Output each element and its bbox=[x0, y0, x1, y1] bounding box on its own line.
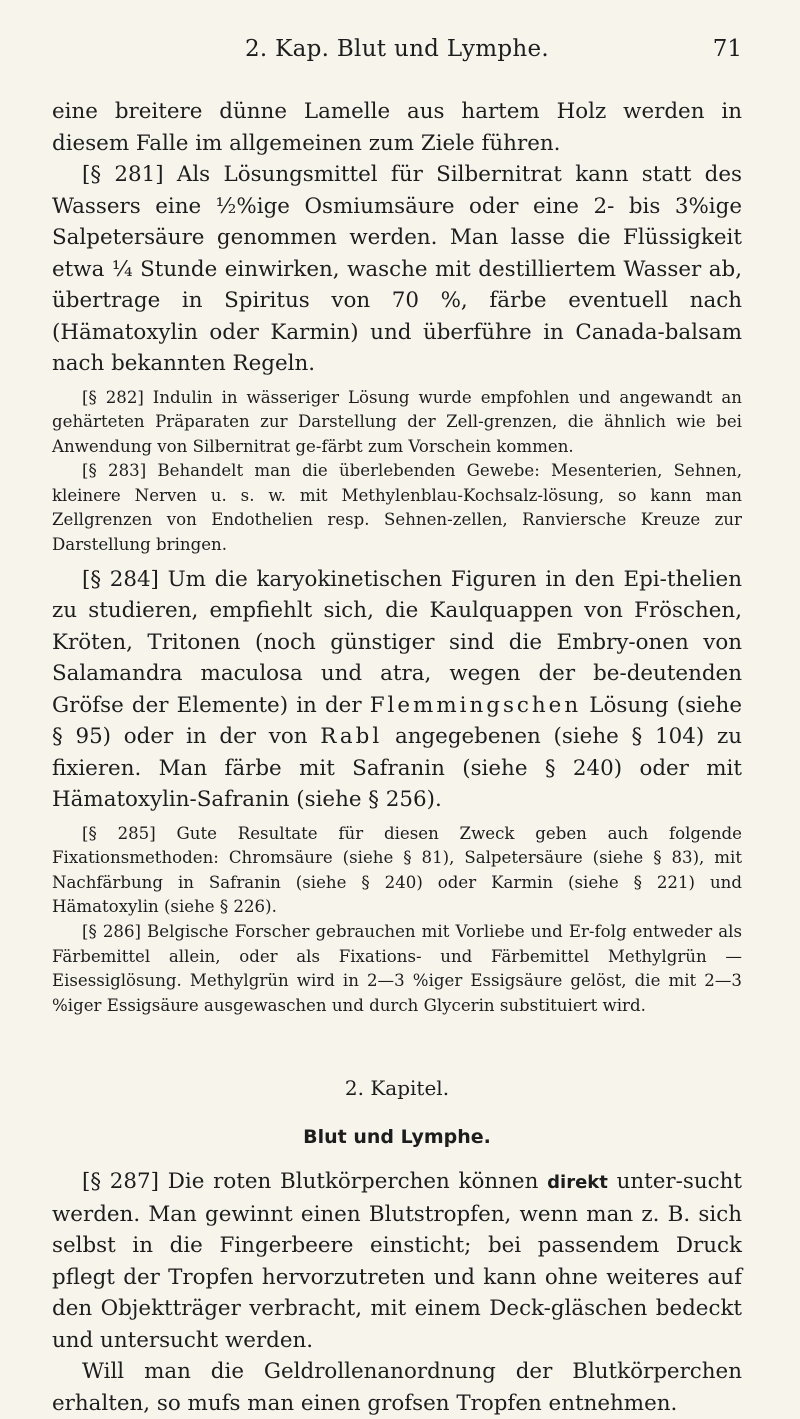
paragraph-287-part-b: unter-sucht werden. Man gewinnt einen Blutstropfen, wenn man z. B. sich selbst in die Fingerbeere einsticht; bei passendem Druck pflegt der Tropfen hervorzutreten und kann ohne weiteres auf den Objektträger verbracht, mit einem Deck-gläschen bedeckt und untersucht werden. bbox=[52, 1169, 742, 1353]
rabl-name: Rabl bbox=[320, 724, 383, 750]
paragraph-282: [§ 282] Indulin in wässeriger Lösung wurde empfohlen und angewandt an gehärteten Präparaten zur Darstellung der Zell-grenzen, die ähnlich wie bei Anwendung von Silbernitrat ge-färbt zum Vorschein kommen. bbox=[52, 387, 742, 456]
paragraph-284-part-b: Lösung (siehe § 95) oder in der von bbox=[52, 692, 742, 750]
paragraph-284-part-c: angegebenen (siehe § 104) zu fixieren. Man färbe mit Safranin (siehe § 240) oder mit Hämatoxylin-Safranin (siehe § 256). bbox=[52, 724, 742, 813]
direkt-emphasis: direkt bbox=[547, 1172, 608, 1194]
paragraph-287-part-a: [§ 287] Die roten Blutkörperchen können bbox=[82, 1169, 539, 1195]
flemming-name: Flemmingschen bbox=[369, 692, 582, 718]
running-head bbox=[52, 36, 742, 68]
chapter-title: Blut und Lymphe. bbox=[303, 1126, 491, 1149]
paragraph-288: Will man die Geldrollenanordnung der Blutkörperchen erhalten, so mufs man einen grofsen Tropfen entnehmen. bbox=[52, 1359, 742, 1416]
paragraph-286: [§ 286] Belgische Forscher gebrauchen mit Vorliebe und Er-folg entweder als Färbemittel allein, oder als Fixations- und Färbemittel Methylgrün — Eisessiglösung. Methylgrün wird in 2—3 %iger Essigsäure gelöst, die mit 2—3 %iger Essigsäure ausgewaschen und durch Glycerin substituiert wird. bbox=[52, 922, 742, 1015]
paragraph-284 bbox=[52, 564, 742, 816]
book-page bbox=[52, 36, 742, 1416]
page-number: 71 bbox=[712, 36, 742, 62]
paragraph-287 bbox=[52, 1166, 742, 1356]
paragraph-285: [§ 285] Gute Resultate für diesen Zweck geben auch folgende Fixationsmethoden: Chromsäure (siehe § 81), Salpetersäure (siehe § 83), mit Nachfärbung in Safranin (siehe § 240) oder Karmin (siehe § 221) und Hämatoxylin (siehe § 226). bbox=[52, 823, 742, 917]
paragraph-284-part-a: [§ 284] Um die karyokinetischen Figuren in den Epi-thelien zu studieren, empfiehlt sich, die Kaulquappen von Fröschen, Kröten, Tritonen (noch günstiger sind die Embry-onen von Salamandra maculosa und atra, wegen der be-deutenden Gröfse der Elemente) in der bbox=[52, 566, 742, 718]
paragraph-continuation: eine breitere dünne Lamelle aus hartem Holz werden in diesem Falle im allgemeinen zum Ziele führen. bbox=[52, 99, 742, 156]
running-head-title: 2. Kap. Blut und Lymphe. bbox=[244, 36, 550, 62]
paragraph-281: [§ 281] Als Lösungsmittel für Silbernitrat kann statt des Wassers eine ½%ige Osmiumsäure oder eine 2- bis 3%ige Salpetersäure genommen werden. Man lasse die Flüssigkeit etwa ¼ Stunde einwirken, wasche mit destilliertem Wasser ab, übertrage in Spiritus von 70 %, färbe eventuell nach (Hämatoxylin oder Karmin) und überführe in Canada-balsam nach bekannten Regeln. bbox=[52, 162, 742, 376]
paragraph-283: [§ 283] Behandelt man die überlebenden Gewebe: Mesenterien, Sehnen, kleinere Nerven u. s. w. mit Methylenblau-Kochsalz-lösung, so kann man Zellgrenzen von Endothelien resp. Sehnen-zellen, Ranviersche Kreuze zur Darstellung bringen. bbox=[52, 461, 742, 555]
chapter-label: 2. Kapitel. bbox=[344, 1076, 450, 1101]
